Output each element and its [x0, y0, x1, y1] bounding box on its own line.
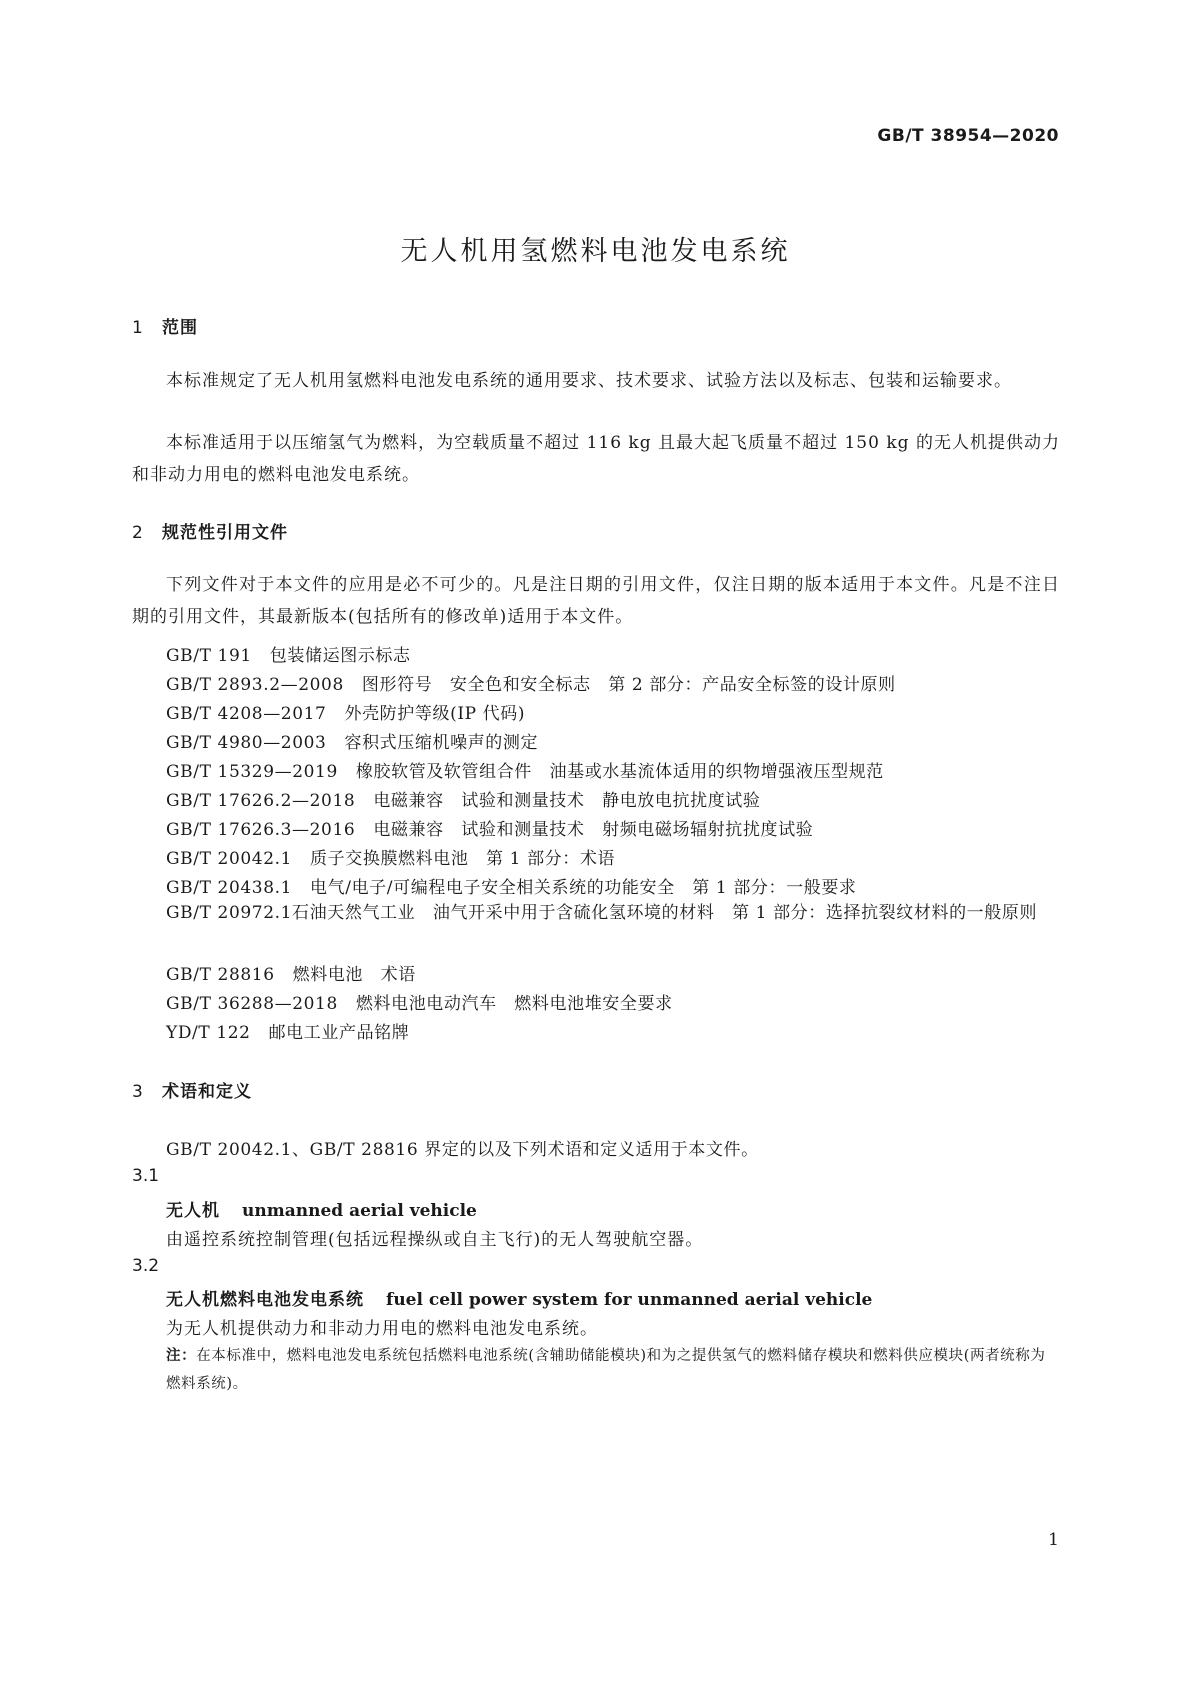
reference-item: YD/T 122 邮电工业产品铭牌 — [166, 1023, 410, 1043]
page-number: 1 — [1048, 1530, 1059, 1550]
reference-item: GB/T 191 包装储运图示标志 — [166, 646, 411, 666]
reference-item: GB/T 20438.1 电气/电子/可编程电子安全相关系统的功能安全 第 1 部分：一般要求 — [166, 878, 857, 898]
reference-item: GB/T 28816 燃料电池 术语 — [166, 965, 416, 985]
reference-item: GB/T 4208—2017 外壳防护等级(IP 代码) — [166, 704, 526, 724]
standard-code: GB/T 38954—2020 — [877, 126, 1059, 146]
term-definition: 由遥控系统控制管理(包括远程操纵或自主飞行)的无人驾驶航空器。 — [166, 1230, 704, 1250]
section-1-heading: 1 范围 — [132, 318, 198, 338]
reference-item: GB/T 17626.3—2016 电磁兼容 试验和测量技术 射频电磁场辐射抗扰度试验 — [166, 820, 814, 840]
document-title: 无人机用氢燃料电池发电系统 — [400, 236, 791, 267]
section-2-intro: 下列文件对于本文件的应用是必不可少的。凡是注日期的引用文件，仅注日期的版本适用于本文件。凡是不注日期的引用文件，其最新版本(包括所有的修改单)适用于本文件。 — [132, 575, 1060, 627]
reference-item: GB/T 2893.2—2008 图形符号 安全色和安全标志 第 2 部分：产品安全标签的设计原则 — [166, 675, 896, 695]
section-2-heading: 2 规范性引用文件 — [132, 523, 288, 543]
section-3-intro: GB/T 20042.1、GB/T 28816 界定的以及下列术语和定义适用于本文件。 — [166, 1140, 759, 1160]
reference-item: GB/T 4980—2003 容积式压缩机噪声的测定 — [166, 733, 539, 753]
term-name: 无人机燃料电池发电系统 fuel cell power system for unmanned aerial vehicle — [166, 1290, 873, 1310]
reference-item: GB/T 15329—2019 橡胶软管及软管组合件 油基或水基流体适用的织物增强液压型规范 — [166, 762, 884, 782]
reference-item: GB/T 20042.1 质子交换膜燃料电池 第 1 部分：术语 — [166, 849, 616, 869]
section-3-heading: 3 术语和定义 — [132, 1082, 252, 1102]
reference-item: GB/T 17626.2—2018 电磁兼容 试验和测量技术 静电放电抗扰度试验 — [166, 791, 761, 811]
term-number: 3.2 — [132, 1256, 160, 1276]
section-1-paragraph: 本标准规定了无人机用氢燃料电池发电系统的通用要求、技术要求、试验方法以及标志、包装和运输要求。 — [166, 371, 1012, 391]
term-number: 3.1 — [132, 1166, 160, 1186]
note: 注：在本标准中，燃料电池发电系统包括燃料电池系统(含辅助储能模块)和为之提供氢气的燃料储存模块和燃料供应模块(两者统称为燃料系统)。 — [166, 1348, 1046, 1392]
section-1-paragraph: 本标准适用于以压缩氢气为燃料，为空载质量不超过 116 kg 且最大起飞质量不超过 150 kg 的无人机提供动力和非动力用电的燃料电池发电系统。 — [132, 433, 1060, 485]
term-definition: 为无人机提供动力和非动力用电的燃料电池发电系统。 — [166, 1319, 598, 1339]
term-name: 无人机 unmanned aerial vehicle — [166, 1201, 477, 1221]
reference-item: GB/T 20972.1石油天然气工业 油气开采中用于含硫化氢环境的材料 第 1 部分：选择抗裂纹材料的一般原则 — [166, 903, 1038, 923]
reference-item: GB/T 36288—2018 燃料电池电动汽车 燃料电池堆安全要求 — [166, 994, 673, 1014]
